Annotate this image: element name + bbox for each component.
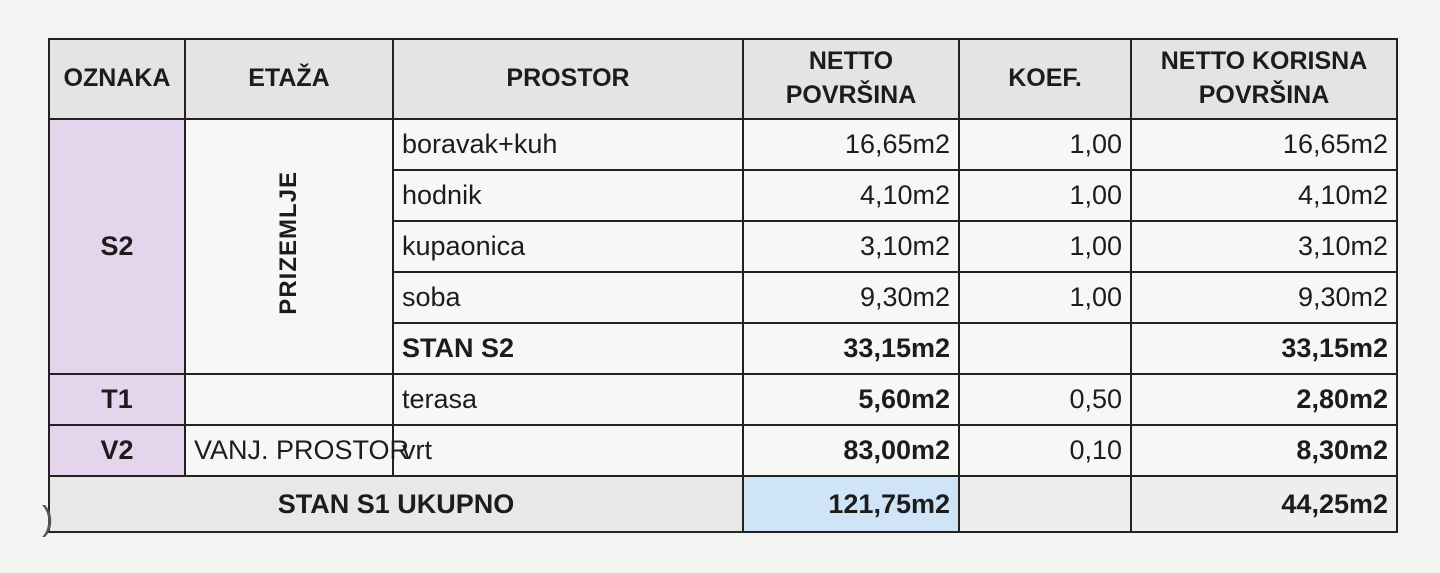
- oznaka-s2: S2: [49, 119, 185, 374]
- room-korisna: 9,30m2: [1131, 272, 1397, 323]
- table-row: [49, 119, 1397, 170]
- header-prostor: PROSTOR: [393, 39, 743, 119]
- total-koef-empty: [959, 476, 1131, 532]
- room-koef: 1,00: [959, 221, 1131, 272]
- room-koef: 0,50: [959, 374, 1131, 425]
- room-name: soba: [393, 272, 743, 323]
- etaza-prizemlje-label: PRIZEMLJE: [275, 171, 302, 315]
- oznaka-t1: T1: [49, 374, 185, 425]
- area-table: [48, 38, 1398, 533]
- room-korisna: 2,80m2: [1131, 374, 1397, 425]
- total-row: [49, 476, 1397, 532]
- scan-mark: ): [42, 500, 54, 538]
- room-korisna: 8,30m2: [1131, 425, 1397, 476]
- room-netto: 9,30m2: [743, 272, 959, 323]
- room-netto: 4,10m2: [743, 170, 959, 221]
- total-label: STAN S1 UKUPNO: [49, 476, 743, 532]
- room-korisna: 16,65m2: [1131, 119, 1397, 170]
- room-korisna: 3,10m2: [1131, 221, 1397, 272]
- etaza-prizemlje: [185, 119, 393, 374]
- room-netto: 5,60m2: [743, 374, 959, 425]
- etaza-v2: VANJ. PROSTOR: [185, 425, 393, 476]
- header-netto-korisna-povrsina: NETTO KORISNA POVRŠINA: [1131, 39, 1397, 119]
- etaza-t1: [185, 374, 393, 425]
- room-netto: 83,00m2: [743, 425, 959, 476]
- oznaka-v2: V2: [49, 425, 185, 476]
- room-koef: 0,10: [959, 425, 1131, 476]
- room-name: vrt: [393, 425, 743, 476]
- room-name: kupaonica: [393, 221, 743, 272]
- room-koef: 1,00: [959, 119, 1131, 170]
- total-korisna: 44,25m2: [1131, 476, 1397, 532]
- subtotal-korisna: 33,15m2: [1131, 323, 1397, 374]
- table-row: [49, 425, 1397, 476]
- room-koef: 1,00: [959, 170, 1131, 221]
- room-name: terasa: [393, 374, 743, 425]
- room-name: hodnik: [393, 170, 743, 221]
- room-koef: 1,00: [959, 272, 1131, 323]
- header-etaza: ETAŽA: [185, 39, 393, 119]
- room-netto: 3,10m2: [743, 221, 959, 272]
- table-row: [49, 374, 1397, 425]
- total-netto: 121,75m2: [743, 476, 959, 532]
- header-oznaka: OZNAKA: [49, 39, 185, 119]
- header-koef: KOEF.: [959, 39, 1131, 119]
- subtotal-netto: 33,15m2: [743, 323, 959, 374]
- header-row: [49, 39, 1397, 119]
- room-netto: 16,65m2: [743, 119, 959, 170]
- subtotal-koef-empty: [959, 323, 1131, 374]
- header-netto-povrsina: NETTO POVRŠINA: [743, 39, 959, 119]
- room-korisna: 4,10m2: [1131, 170, 1397, 221]
- subtotal-label: STAN S2: [393, 323, 743, 374]
- room-name: boravak+kuh: [393, 119, 743, 170]
